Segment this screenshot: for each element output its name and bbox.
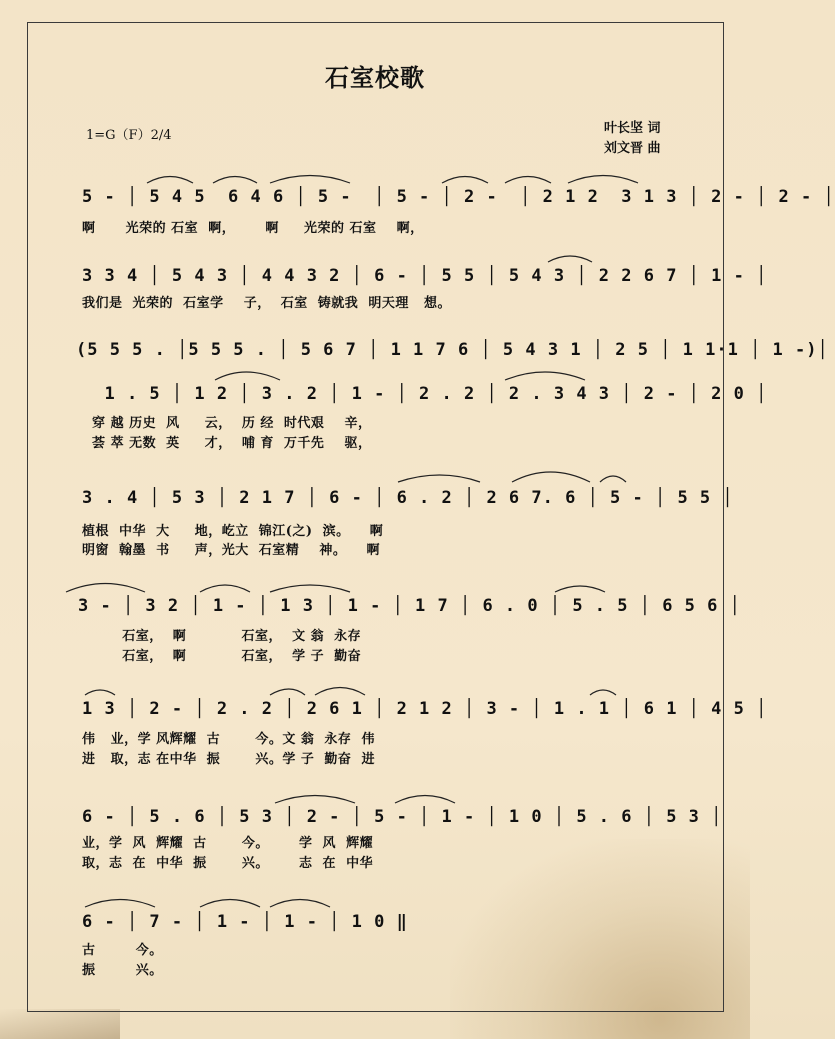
lyric-line-1: 啊 光荣的 石室 啊， 啊 光荣的 石室 啊， xyxy=(82,221,424,236)
lyric-line-6b: 石室， 啊 石室， 学 子 勤奋 xyxy=(82,649,362,664)
lyric-line-2: 我们是 光荣的 石室学 子， 石室 铸就我 明天理 想。 xyxy=(82,296,451,311)
key-signature: 1=G（F）2/4 xyxy=(86,128,172,143)
lyric-line-5a: 植根 中华 大 地，屹立 锦江(之) 滨。 啊 xyxy=(82,524,384,539)
notation-line-9: 6 - │ 7 - │ 1 - │ 1 - │ 1 0 ‖ xyxy=(82,912,408,932)
notation-line-4: 1 . 5 │ 1 2 │ 3 . 2 │ 1 - │ 2 . 2 │ 2 . 3 4 3 │ 2 - │ 2 0 │ xyxy=(82,384,768,404)
lyric-line-8a: 业，学 风 辉耀 古 今。 学 风 辉耀 xyxy=(82,836,374,851)
notation-line-1: 5 - │ 5 4 5 6 4 6 │ 5 - │ 5 - │ 2 - │ 2 1 2 3 1 3 │ 2 - │ 2 - │ xyxy=(82,187,835,207)
lyric-line-6a: 石室， 啊 石室， 文 翁 永存 xyxy=(82,629,362,644)
song-title: 石室校歌 xyxy=(325,63,425,92)
composer-credit: 刘文晋 曲 xyxy=(604,141,661,156)
notation-line-2: 3 3 4 │ 5 4 3 │ 4 4 3 2 │ 6 - │ 5 5 │ 5 4 3 │ 2 2 6 7 │ 1 - │ xyxy=(82,266,768,286)
notation-line-6: 3 - │ 3 2 │ 1 - │ 1 3 │ 1 - │ 1 7 │ 6 . 0 │ 5 . 5 │ 6 5 6 │ xyxy=(78,596,741,616)
lyric-line-8b: 取，志 在 中华 振 兴。 志 在 中华 xyxy=(82,856,374,871)
lyric-line-7a: 伟 业，学 风辉耀 古 今。文 翁 永存 伟 xyxy=(82,732,375,747)
lyric-line-9b: 振 兴。 xyxy=(82,963,163,978)
lyric-line-5b: 明窗 翰墨 书 声，光大 石室精 神。 啊 xyxy=(82,543,380,558)
notation-line-7: 1 3 │ 2 - │ 2 . 2 │ 2 6 1 │ 2 1 2 │ 3 - │ 1 . 1 │ 6 1 │ 4 5 │ xyxy=(82,699,768,719)
notation-line-5: 3 . 4 │ 5 3 │ 2 1 7 │ 6 - │ 6 . 2 │ 2 6 7. 6 │ 5 - │ 5 5 │ xyxy=(82,488,734,508)
notation-line-3: (5 5 5 . │5 5 5 . │ 5 6 7 │ 1 1 7 6 │ 5 4 3 1 │ 2 5 │ 1 1·1 │ 1 -)│ xyxy=(76,340,829,360)
lyric-line-4a: 穿 越 历史 风 云， 历 经 时代艰 辛， xyxy=(82,416,372,431)
lyric-line-7b: 进 取，志 在中华 振 兴。学 子 勤奋 进 xyxy=(82,752,375,767)
lyric-line-9a: 古 今。 xyxy=(82,943,163,958)
notation-line-8: 6 - │ 5 . 6 │ 5 3 │ 2 - │ 5 - │ 1 - │ 1 0 │ 5 . 6 │ 5 3 │ xyxy=(82,807,723,827)
background-roof xyxy=(0,1009,120,1039)
lyricist-credit: 叶长坚 词 xyxy=(604,121,661,136)
lyric-line-4b: 荟 萃 无数 英 才， 哺 育 万千先 驱， xyxy=(82,436,372,451)
